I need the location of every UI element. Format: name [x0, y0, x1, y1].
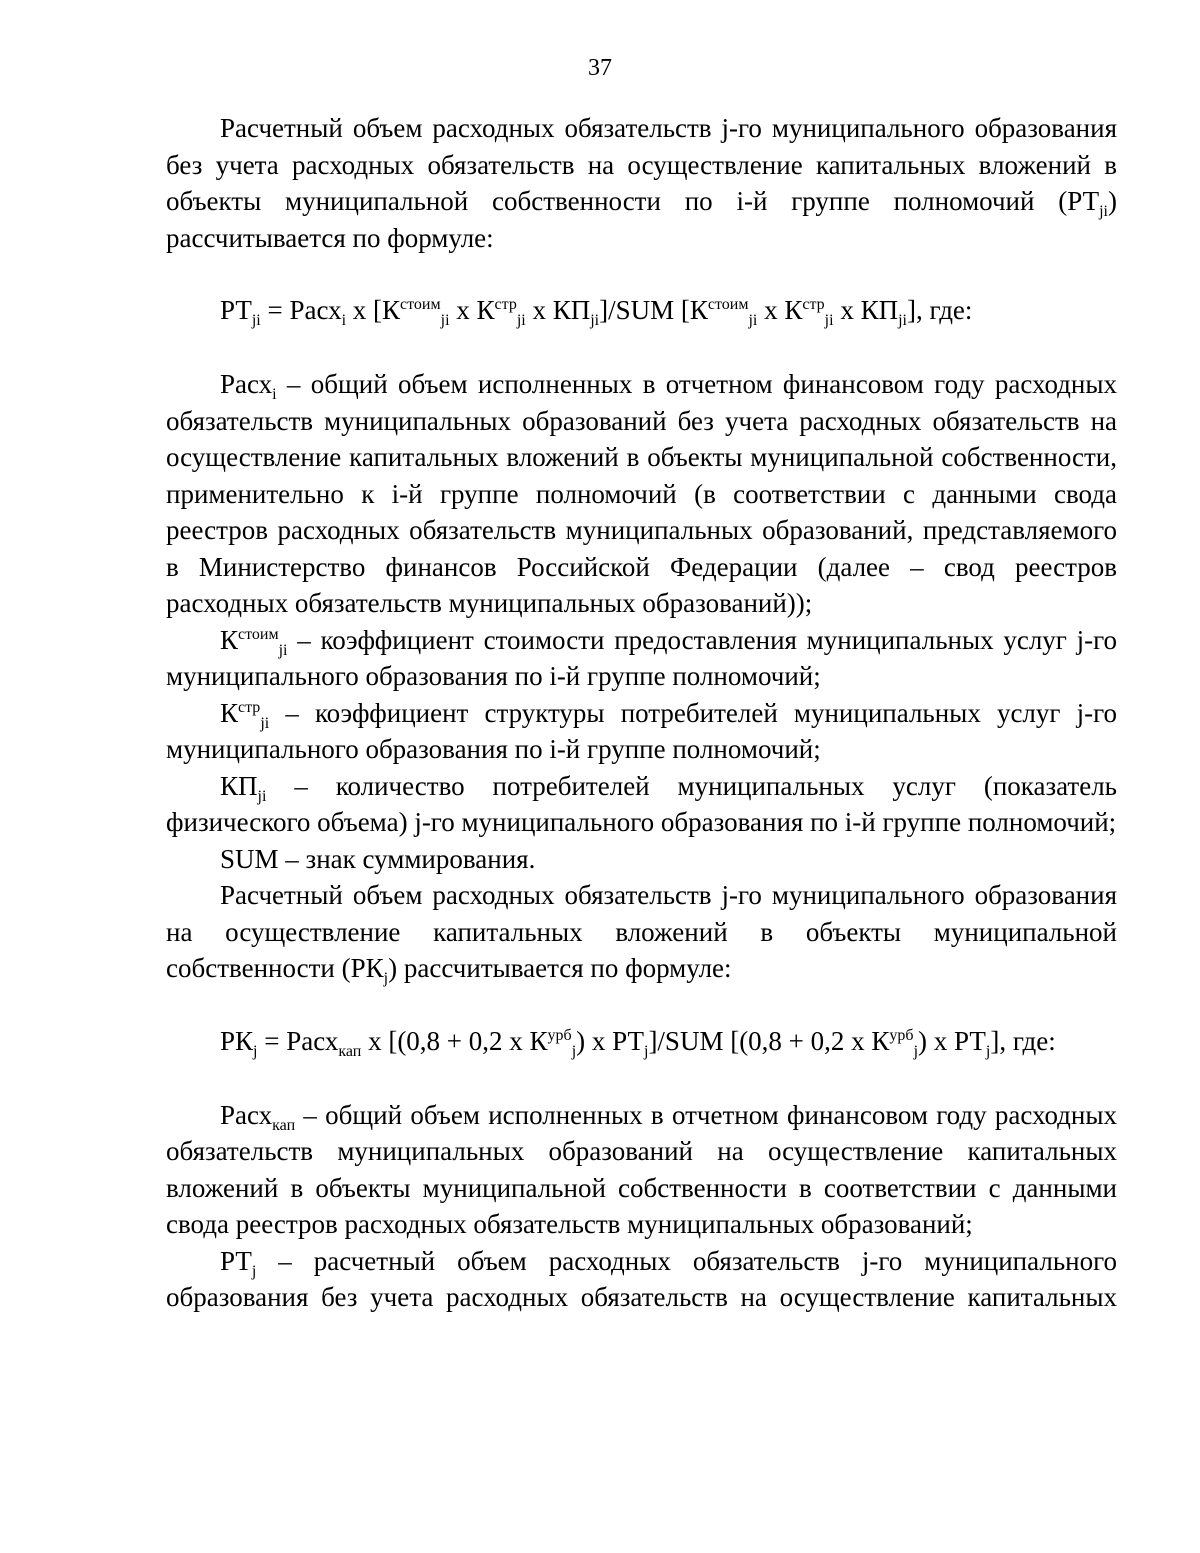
definition-kp: $КП_{ji}$ – количество потребителей муниципальных услуг (показатель физического объема) j-го муниципального образования по i-й группе полномочий; [166, 770, 1117, 837]
definition-k-stoim: $К^{стоим}_{ji}$ – коэффициент стоимости предоставления муниципальных услуг j-го муниципального образования по i-й группе полномочий; [166, 624, 1117, 691]
paragraph-calc-volume: Расчетный объем расходных обязательств j-го муниципального образования без учета расходных обязательств на осуществление капитальных вложений в объекты муниципальной собственности по i-й группе полномочий $(РТ_{ji})$ рассчитывается по формуле: [166, 113, 1117, 253]
definition-k-str: $К^{стр}_{ji}$ – коэффициент структуры потребителей муниципальных услуг j-го муниципального образования по i-й группе полномочий; [166, 697, 1117, 764]
definition-pt-j: $РТ_j$ – расчетный объем расходных обязательств j-го муниципального образования без учета расходных обязательств на осуществление капитальных [166, 1245, 1117, 1312]
definition-rashod-kap: Расх$_{кап}$ – общий объем исполненных в отчетном финансовом году расходных обязательств муниципальных образований на осуществление капитальных вложений в объекты муниципальной собственности в соответствии с данными свода реестров расходных обязательств муниципальных образований; [166, 1099, 1117, 1239]
formula-pt: $РТ_{ji}$ = Расх$_i$ x [$К^{стоим}_{ji}$ x $К^{стр}_{ji}$ x $КП_{ji}$]/SUM [$К^{стоим}_{ji}$ x $К^{стр}_{ji}$ x $КП_{ji}$], где: [220, 295, 973, 329]
paragraph-text: Расчетный объем расходных обязательств j-го муниципального образования без учета расходных обязательств на осуществление капитальных вложений в объекты муниципальной собственности по i-й группе полномочий [166, 113, 1117, 216]
definition-sum: SUM – знак суммирования. [220, 843, 536, 874]
paragraph-calc-capital: Расчетный объем расходных обязательств j-го муниципального образования на осуществление капитальных вложений в объекты муниципальной собственности $(РК_j)$ рассчитывается по формуле: [166, 880, 1117, 987]
formula-pk: $РК_j$ = Расх$_{кап}$ x [(0,8 + 0,2 x $К^{урб}_j$) x $РТ_j$]/SUM [(0,8 + 0,2 x $К^{урб}_j$) x $РТ_j$], где: [220, 1025, 1056, 1060]
page-number: 37 [588, 55, 612, 81]
definition-rashod: Расх$_i$ – общий объем исполненных в отчетном финансовом году расходных обязательств муниципальных образований без учета расходных обязательств на осуществление капитальных вложений в объекты муниципальной собственности, применительно к i-й группе полномочий (в соответствии с данными свода реестров расходных обязательств муниципальных образований, представляемого в Министерство финансов Российской Федерации (далее – свод реестров расходных обязательств муниципальных образований)); [166, 369, 1117, 618]
document-body [166, 110, 1117, 1316]
